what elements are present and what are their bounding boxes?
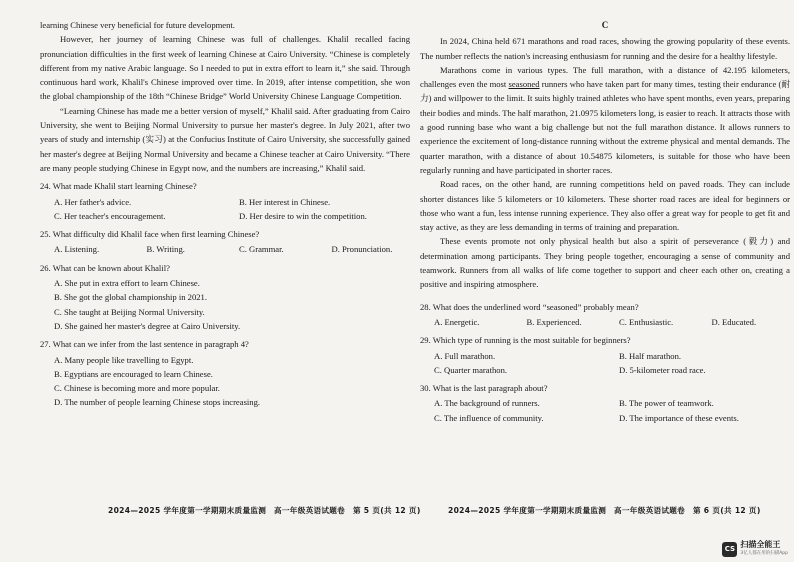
page-footer: 2024—2025 学年度第一学期期末质量监测 高一年级英语试题卷 第 6 页(共 12 页)	[448, 506, 761, 515]
watermark-name: 扫描全能王	[740, 540, 781, 549]
watermark-text	[740, 540, 788, 558]
passage-paragraph: “Learning Chinese has made me a better version of myself,” Khalil said. After graduating from Cairo University, she went to Beijing Normal University to pursue her master's degree. In July 2021, after two years of study and internship (实习) at the Confucius Institute of Cairo University, she successfully gained her master's degree at Beijing Normal University and became a Chinese teacher at Cairo University. “There are many people studying Chinese in Egypt now, and the numbers are increasing,” Khalil said.	[40, 105, 410, 173]
answer-option: A. The background of runners.	[434, 398, 540, 409]
answer-option: A. She put in extra effort to learn Chinese.	[54, 278, 200, 289]
question-stem: 25. What difficulty did Khalil face when first learning Chinese?	[40, 229, 260, 240]
question-stem: 30. What is the last paragraph about?	[420, 383, 548, 394]
answer-option: D. Pronunciation.	[331, 244, 393, 255]
answer-option: D. She gained her master's degree at Cairo University.	[54, 320, 241, 331]
watermark-subtitle: 3亿人都在用的扫描App	[740, 551, 788, 556]
passage-paragraph: In 2024, China held 671 marathons and road races, showing the growing popularity of these events. The number reflects the nation's increasing enthusiasm for running and the desire for a healthy lifestyle.	[420, 36, 790, 61]
answer-option: C. Grammar.	[239, 244, 284, 255]
text-run: runners who have taken part for many times, testing their endurance (耐力) and willpower to the limit. It suits highly trained athletes who have spent months, even years, preparing their bodies and minds. The half marathon, 21.0975 kilometers long, is easier to reach. It attracts those with a good running base who want a big challenge but not the full marathon distance. It allows runners to experience the excitement of long-distance running without the extreme physical and mental demands. The quarter marathon, with a distance of about 10.54875 kilometers, is suitable for those who have been regularly running and have participated in shorter races.	[420, 79, 791, 175]
underlined-word: seasoned	[508, 79, 540, 90]
answer-option: A. Many people like travelling to Egypt.	[54, 354, 194, 365]
answer-option: D. Her desire to win the competition.	[239, 210, 367, 221]
answer-option: A. Full marathon.	[434, 350, 496, 361]
answer-option: C. She taught at Beijing Normal University.	[54, 306, 205, 317]
passage-paragraph: learning Chinese very beneficial for future development.	[40, 20, 235, 30]
option-group	[420, 396, 790, 425]
question-stem: 26. What can be known about Khalil?	[40, 262, 170, 273]
option-group	[40, 353, 410, 410]
answer-option: D. 5-kilometer road race.	[619, 364, 706, 375]
answer-option: D. Educated.	[711, 316, 757, 327]
passage-paragraph: However, her journey of learning Chinese was full of challenges. Khalil recalled facing pronunciation difficulties in the first week of learning Chinese at Cairo University. “Chinese is completely different from my native Arabic language. So I needed to put in extra effort to learn it,” she said. Through continuous hard work, Khalil's Chinese improved over time. In 2019, after intense competition, she won the global championship of the 18th “Chinese Bridge” World University Chinese Language Competition.	[40, 34, 410, 102]
answer-option: C. Her teacher's encouragement.	[54, 210, 166, 221]
question-stem: 24. What made Khalil start learning Chinese?	[40, 181, 197, 192]
passage-paragraph: Road races, on the other hand, are running competitions held on paved roads. They can include shorter distances like 5 kilometers or 10 kilometers. These shorter road races are ideal for beginners or those who want a fun, less intense running experience. They also offer a great way for people to get fit and stay active, as they are less demanding in terms of training and preparation.	[420, 179, 790, 233]
page-footer: 2024—2025 学年度第一学期期末质量监测 高一年级英语试题卷 第 5 页(共 12 页)	[108, 506, 421, 515]
question-list	[420, 300, 790, 425]
passage-paragraph	[420, 63, 790, 177]
answer-option: A. Energetic.	[434, 316, 480, 327]
page-5	[40, 18, 410, 410]
answer-option: A. Listening.	[54, 244, 100, 255]
answer-option: C. Enthusiastic.	[619, 316, 674, 327]
answer-option: B. She got the global championship in 2021.	[54, 292, 208, 303]
page-6	[420, 18, 790, 425]
answer-option: B. The power of teamwork.	[619, 398, 714, 409]
answer-option: D. The importance of these events.	[619, 412, 739, 423]
passage-paragraph: These events promote not only physical health but also a spirit of perseverance (毅力) and determination among participants. They bring people together, encouraging a sense of community and teamwork. Runners from all walks of life come together to support and cheer each other on, creating a positive and inspiring atmosphere.	[420, 236, 790, 290]
scanner-logo-icon: CS	[722, 542, 737, 557]
option-group	[420, 349, 790, 378]
section-letter: C	[601, 20, 609, 30]
answer-option: C. Quarter marathon.	[434, 364, 508, 375]
option-group	[40, 242, 410, 256]
answer-option: B. Half marathon.	[619, 350, 682, 361]
text-run: Marathons come in various types. The full marathon, with a distance of 42.195 kilometers, challenges even the most	[420, 64, 790, 90]
answer-option: B. Egyptians are encouraged to learn Chinese.	[54, 368, 213, 379]
answer-option: A. Her father's advice.	[54, 196, 132, 207]
answer-option: D. The number of people learning Chinese stops increasing.	[54, 397, 261, 408]
option-group	[420, 315, 790, 329]
question-stem: 29. Which type of running is the most suitable for beginners?	[420, 335, 631, 346]
answer-option: B. Her interest in Chinese.	[239, 196, 331, 207]
answer-option: C. The influence of community.	[434, 412, 544, 423]
question-list	[40, 179, 410, 409]
question-stem: 28. What does the underlined word “seasoned” probably mean?	[420, 301, 639, 312]
answer-option: C. Chinese is becoming more and more popular.	[54, 383, 220, 394]
answer-option: B. Writing.	[146, 244, 185, 255]
answer-option: B. Experienced.	[526, 316, 582, 327]
option-group	[40, 195, 410, 224]
question-stem: 27. What can we infer from the last sentence in paragraph 4?	[40, 339, 249, 350]
option-group	[40, 276, 410, 333]
scanner-watermark	[722, 540, 788, 558]
